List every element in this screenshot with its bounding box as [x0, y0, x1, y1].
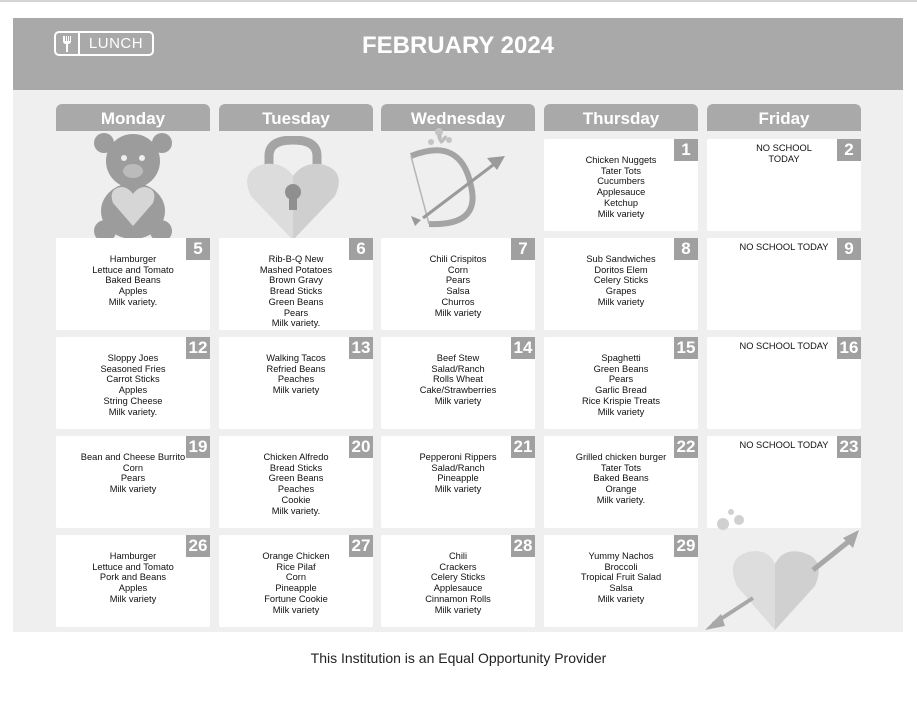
menu-item: Celery Sticks — [430, 572, 486, 583]
menu-item: Lettuce and Tomato — [92, 561, 174, 572]
day-cell-2 — [707, 139, 861, 231]
menu-item: NO SCHOOL TODAY — [739, 341, 829, 351]
menu-list — [381, 353, 535, 407]
menu-item: Pears — [608, 374, 634, 385]
day-number: 22 — [674, 436, 698, 458]
day-number: 9 — [837, 238, 861, 260]
menu-item: Brown Gravy — [269, 275, 323, 286]
menu-item: Baked Beans — [105, 275, 161, 286]
menu-item: Milk variety — [272, 604, 320, 615]
day-header-thursday: Thursday — [544, 104, 698, 131]
menu-item: Cake/Strawberries — [419, 385, 497, 396]
menu-item: Cookie — [281, 494, 311, 505]
menu-item: Orange — [605, 484, 637, 495]
day-cell-5 — [56, 238, 210, 330]
menu-list — [381, 452, 535, 495]
heart-arrow-icon — [703, 508, 863, 632]
menu-item: Chicken Nuggets — [585, 155, 657, 165]
menu-list — [544, 551, 698, 605]
day-cell-19 — [56, 436, 210, 528]
menu-item: Ketchup — [603, 197, 639, 208]
menu-item: Sloppy Joes — [107, 353, 159, 363]
day-number: 8 — [674, 238, 698, 260]
day-number: 1 — [674, 139, 698, 161]
menu-item: Bean and Cheese Burrito — [80, 452, 186, 462]
menu-item: Sub Sandwiches — [586, 254, 656, 264]
menu-list — [707, 143, 861, 164]
menu-item: Mashed Potatoes — [259, 264, 333, 275]
menu-item: Chili — [448, 551, 468, 561]
day-cell-12 — [56, 337, 210, 429]
menu-list — [219, 452, 373, 516]
menu-item: Tater Tots — [600, 165, 642, 176]
day-cell-6 — [219, 238, 373, 330]
menu-list — [56, 452, 210, 495]
menu-list — [56, 353, 210, 417]
page-title: FEBRUARY 2024 — [361, 32, 555, 59]
day-number: 20 — [349, 436, 373, 458]
menu-item: Churros — [441, 296, 475, 307]
menu-item: Milk variety — [597, 296, 645, 307]
menu-item: Corn — [285, 572, 307, 583]
calendar-header — [13, 18, 903, 90]
menu-list — [219, 353, 373, 396]
menu-list — [707, 341, 861, 352]
menu-item: Yummy Nachos — [588, 551, 654, 561]
menu-list — [544, 353, 698, 417]
top-rule — [0, 0, 917, 2]
menu-item: Peaches — [277, 374, 315, 385]
menu-item: Milk variety. — [108, 296, 158, 307]
day-cell-15 — [544, 337, 698, 429]
day-number: 23 — [837, 436, 861, 458]
day-number: 14 — [511, 337, 535, 359]
menu-item: Salsa — [446, 286, 470, 297]
day-cell-13 — [219, 337, 373, 429]
menu-item: Grapes — [605, 286, 637, 297]
day-cell-27 — [219, 535, 373, 627]
menu-list — [381, 551, 535, 615]
day-cell-20 — [219, 436, 373, 528]
menu-item: Hamburger — [109, 551, 157, 561]
menu-item: Pineapple — [437, 473, 479, 484]
menu-item: Apples — [118, 583, 148, 594]
menu-item: Milk variety — [109, 484, 157, 495]
menu-list — [381, 254, 535, 318]
menu-item: Cinnamon Rolls — [425, 593, 491, 604]
day-number: 13 — [349, 337, 373, 359]
day-number: 26 — [186, 535, 210, 557]
menu-item: Carrot Sticks — [106, 374, 160, 385]
menu-list — [707, 440, 861, 451]
menu-item: Applesauce — [433, 583, 483, 594]
day-cell-16 — [707, 337, 861, 429]
menu-item: Rib-B-Q New — [268, 254, 324, 264]
menu-list — [56, 551, 210, 605]
menu-item: NO SCHOOL TODAY — [739, 242, 829, 252]
menu-list — [544, 452, 698, 506]
menu-item: Milk variety — [109, 593, 157, 604]
cupid-bow-arrow-icon — [401, 126, 511, 236]
menu-item: Broccoli — [604, 561, 638, 572]
menu-item: Beef Stew — [436, 353, 480, 363]
day-number: 12 — [186, 337, 210, 359]
menu-item: Salad/Ranch — [431, 363, 485, 374]
day-number: 2 — [837, 139, 861, 161]
menu-item: Milk variety — [597, 208, 645, 219]
menu-item: Green Beans — [268, 296, 324, 307]
day-cell-7 — [381, 238, 535, 330]
menu-item: Rice Krispie Treats — [581, 395, 660, 406]
menu-item: Milk variety — [272, 385, 320, 396]
day-header-wednesday: Wednesday — [381, 104, 535, 131]
day-cell-8 — [544, 238, 698, 330]
menu-item: Milk variety — [597, 406, 645, 417]
menu-item: Grilled chicken burger — [575, 452, 667, 462]
logo-label: LUNCH — [88, 35, 144, 52]
menu-item: Salad/Ranch — [431, 462, 485, 473]
menu-item: Milk variety. — [108, 406, 158, 417]
menu-item: NO SCHOOL — [756, 143, 812, 153]
day-number: 15 — [674, 337, 698, 359]
menu-item: Chili Crispitos — [429, 254, 487, 264]
menu-item: Milk variety. — [596, 494, 646, 505]
menu-item: Seasoned Fries — [100, 363, 166, 374]
day-number: 7 — [511, 238, 535, 260]
menu-item: Orange Chicken — [262, 551, 330, 561]
menu-list — [707, 242, 861, 253]
day-header-monday: Monday — [56, 104, 210, 131]
day-cell-14 — [381, 337, 535, 429]
menu-item: Rolls Wheat — [432, 374, 484, 385]
menu-item: Pepperoni Rippers — [419, 452, 497, 462]
menu-item: Spaghetti — [601, 353, 641, 363]
day-cell-21 — [381, 436, 535, 528]
menu-item: Corn — [122, 462, 144, 473]
day-number: 29 — [674, 535, 698, 557]
day-cell-22 — [544, 436, 698, 528]
menu-item: Pears — [445, 275, 471, 286]
menu-list — [56, 254, 210, 308]
day-number: 27 — [349, 535, 373, 557]
calendar-sheet — [13, 18, 903, 632]
menu-item: Corn — [447, 264, 469, 275]
menu-item: Lettuce and Tomato — [92, 264, 174, 275]
menu-list — [219, 551, 373, 615]
menu-item: Bread Sticks — [269, 286, 323, 297]
day-cell-9 — [707, 238, 861, 330]
menu-item: Pears — [283, 307, 309, 318]
menu-item: Refried Beans — [266, 363, 326, 374]
day-cell-28 — [381, 535, 535, 627]
day-cell-26 — [56, 535, 210, 627]
menu-item: Celery Sticks — [593, 275, 649, 286]
menu-item: Hamburger — [109, 254, 157, 264]
menu-item: Tater Tots — [600, 462, 642, 473]
menu-item: NO SCHOOL TODAY — [739, 440, 829, 450]
day-number: 21 — [511, 436, 535, 458]
menu-item: Milk variety — [434, 395, 482, 406]
menu-item: Bread Sticks — [269, 462, 323, 473]
day-number: 16 — [837, 337, 861, 359]
equal-opportunity-footer: This Institution is an Equal Opportunity Provider — [310, 650, 607, 666]
menu-item: Milk variety — [434, 484, 482, 495]
day-header-tuesday: Tuesday — [219, 104, 373, 131]
menu-item: Chicken Alfredo — [263, 452, 329, 462]
menu-item: Crackers — [439, 561, 477, 572]
menu-item: Pineapple — [275, 583, 317, 594]
menu-item: Milk variety — [597, 593, 645, 604]
menu-item: Cucumbers — [597, 176, 645, 187]
menu-item: Fortune Cookie — [264, 593, 328, 604]
menu-item: Applesauce — [596, 187, 646, 198]
menu-item: Apples — [118, 286, 148, 297]
menu-item: Rice Pilaf — [276, 561, 316, 572]
menu-item: Green Beans — [593, 363, 649, 374]
day-number: 6 — [349, 238, 373, 260]
day-cell-29 — [544, 535, 698, 627]
menu-item: String Cheese — [103, 395, 163, 406]
day-header-friday: Friday — [707, 104, 861, 131]
teddy-bear-icon — [88, 131, 178, 241]
menu-item: Garlic Bread — [595, 385, 647, 396]
day-number: 28 — [511, 535, 535, 557]
menu-item: Milk variety. — [271, 318, 321, 329]
day-number: 5 — [186, 238, 210, 260]
menu-item: Milk variety — [434, 307, 482, 318]
menu-item: Pork and Beans — [99, 572, 167, 583]
menu-item: Green Beans — [268, 473, 324, 484]
menu-item: Apples — [118, 385, 148, 396]
menu-item: Doritos Elem — [594, 264, 648, 275]
menu-item: Walking Tacos — [266, 353, 326, 363]
day-number: 19 — [186, 436, 210, 458]
day-cell-1 — [544, 139, 698, 231]
menu-list — [544, 254, 698, 308]
menu-item: Milk variety. — [271, 505, 321, 516]
menu-item: TODAY — [768, 153, 800, 164]
menu-item: Pears — [120, 473, 146, 484]
heart-lock-icon — [243, 136, 343, 246]
menu-item: Tropical Fruit Salad — [580, 572, 662, 583]
menu-item: Milk variety — [434, 604, 482, 615]
menu-item: Salsa — [609, 583, 633, 594]
menu-list — [219, 254, 373, 329]
menu-item: Baked Beans — [593, 473, 649, 484]
menu-item: Peaches — [277, 484, 315, 495]
menu-list — [544, 155, 698, 219]
